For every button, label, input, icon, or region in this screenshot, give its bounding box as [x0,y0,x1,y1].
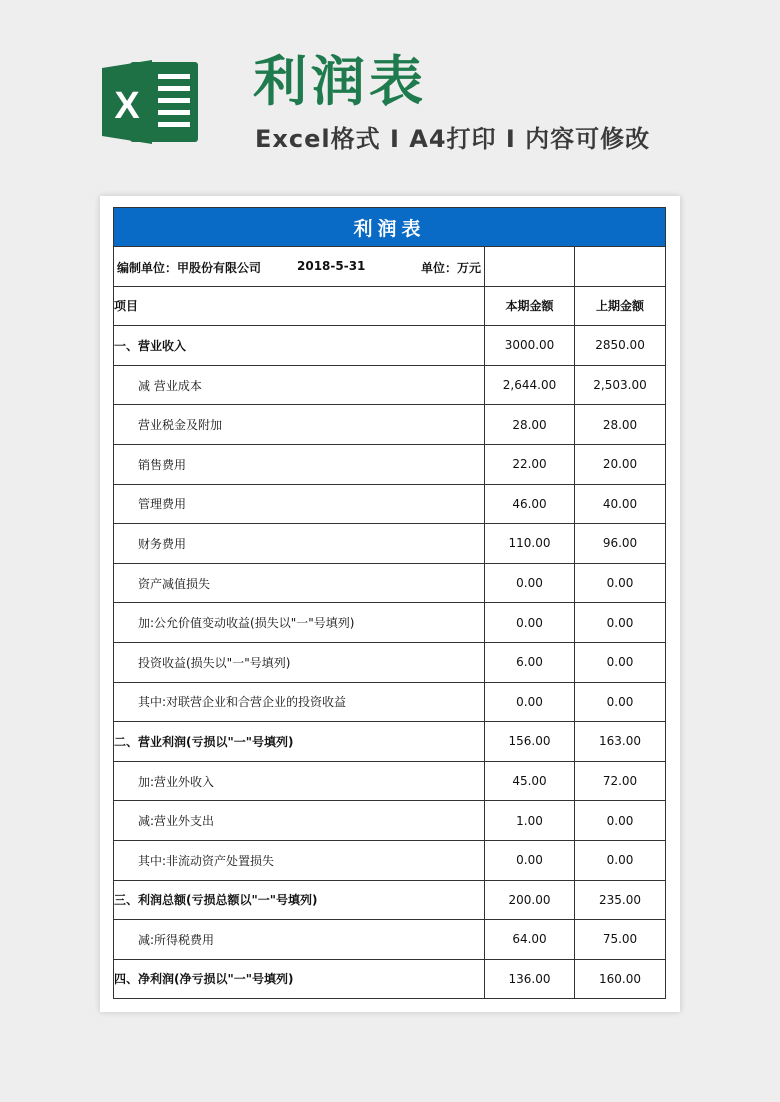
row-previous-amount: 72.00 [575,761,666,801]
row-current-amount: 136.00 [485,959,575,999]
row-previous-amount: 160.00 [575,959,666,999]
row-previous-amount: 2,503.00 [575,365,666,405]
table-row [114,444,666,484]
row-previous-amount: 0.00 [575,642,666,682]
row-previous-amount: 20.00 [575,444,666,484]
header-item: 项目 [114,286,485,326]
row-current-amount: 64.00 [485,920,575,960]
column-header-row [114,286,666,326]
row-current-amount: 0.00 [485,840,575,880]
excel-logo-icon [100,56,200,148]
row-previous-amount: 0.00 [575,603,666,643]
report-date: 2018-5-31 [297,259,366,273]
row-item: 减:所得税费用 [114,920,485,960]
table-row [114,326,666,366]
table-row [114,801,666,841]
row-item: 其中:对联营企业和合营企业的投资收益 [114,682,485,722]
row-item: 四、净利润(净亏损以"一"号填列) [114,959,485,999]
row-previous-amount: 163.00 [575,722,666,762]
document-sheet [100,196,680,1012]
row-item: 减:营业外支出 [114,801,485,841]
row-item: 减 营业成本 [114,365,485,405]
row-previous-amount: 235.00 [575,880,666,920]
table-row [114,761,666,801]
table-row [114,365,666,405]
row-current-amount: 3000.00 [485,326,575,366]
header-current: 本期金额 [485,286,575,326]
table-row [114,959,666,999]
table-row [114,840,666,880]
page-subtitle: Excel格式 I A4打印 I 内容可修改 [255,125,651,153]
table-row [114,722,666,762]
row-item: 加:营业外收入 [114,761,485,801]
row-current-amount: 22.00 [485,444,575,484]
row-previous-amount: 0.00 [575,840,666,880]
header-previous: 上期金额 [575,286,666,326]
row-previous-amount: 75.00 [575,920,666,960]
row-current-amount: 0.00 [485,603,575,643]
report-title: 利润表 [114,208,666,247]
table-row [114,603,666,643]
row-current-amount: 200.00 [485,880,575,920]
excel-logo-letter: X [114,85,140,127]
row-item: 资产减值损失 [114,563,485,603]
row-previous-amount: 96.00 [575,524,666,564]
table-row [114,682,666,722]
report-meta-row [114,247,666,287]
table-row [114,524,666,564]
table-row [114,880,666,920]
row-current-amount: 110.00 [485,524,575,564]
report-title-row [114,208,666,247]
row-previous-amount: 0.00 [575,682,666,722]
row-item: 管理费用 [114,484,485,524]
table-row [114,920,666,960]
row-current-amount: 46.00 [485,484,575,524]
row-current-amount: 156.00 [485,722,575,762]
page-title: 利润表 [253,50,427,113]
row-current-amount: 0.00 [485,563,575,603]
row-previous-amount: 40.00 [575,484,666,524]
income-statement-table [113,207,666,999]
row-current-amount: 0.00 [485,682,575,722]
row-current-amount: 1.00 [485,801,575,841]
report-meta-cell [114,247,485,287]
row-current-amount: 28.00 [485,405,575,445]
empty-cell [575,247,666,287]
row-item: 投资收益(损失以"一"号填列) [114,642,485,682]
table-row [114,405,666,445]
empty-cell [485,247,575,287]
banner [0,0,780,196]
row-item: 其中:非流动资产处置损失 [114,840,485,880]
row-item: 营业税金及附加 [114,405,485,445]
row-item: 加:公允价值变动收益(损失以"一"号填列) [114,603,485,643]
row-item: 三、利润总额(亏损总额以"一"号填列) [114,880,485,920]
table-row [114,642,666,682]
row-previous-amount: 0.00 [575,801,666,841]
company-name: 编制单位：甲股份有限公司 [117,261,262,275]
row-current-amount: 6.00 [485,642,575,682]
table-row [114,484,666,524]
row-previous-amount: 28.00 [575,405,666,445]
row-current-amount: 45.00 [485,761,575,801]
row-current-amount: 2,644.00 [485,365,575,405]
row-previous-amount: 0.00 [575,563,666,603]
row-item: 一、营业收入 [114,326,485,366]
row-item: 销售费用 [114,444,485,484]
row-item: 财务费用 [114,524,485,564]
table-row [114,563,666,603]
row-item: 二、营业利润(亏损以"一"号填列) [114,722,485,762]
report-unit: 单位：万元 [421,261,482,275]
row-previous-amount: 2850.00 [575,326,666,366]
